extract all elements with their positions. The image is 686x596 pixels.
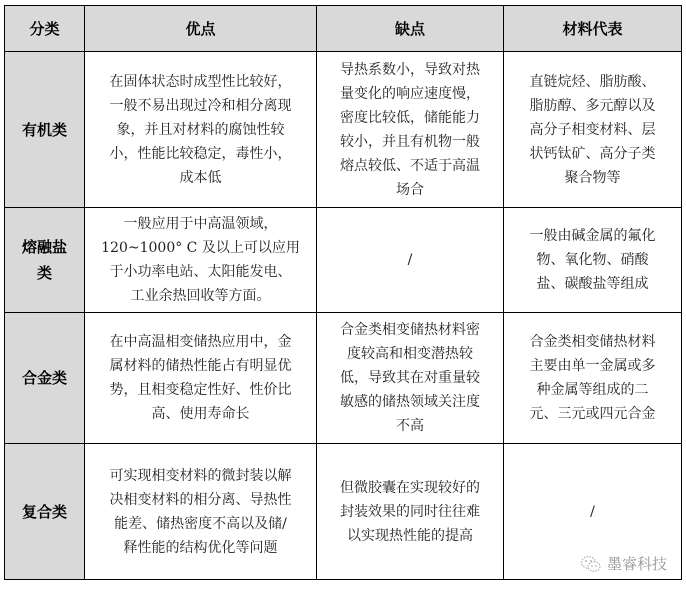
text-line: 释性能的结构优化等问题	[123, 539, 278, 556]
text-line: 成本低	[179, 169, 222, 186]
text-line: 种金属等组成的二	[536, 382, 649, 398]
header-pros: 优点	[85, 6, 317, 52]
pros-cell	[85, 444, 317, 580]
cons-cell	[317, 52, 504, 208]
table-row-molten-salt	[5, 208, 682, 313]
text-line: 但微胶囊在实现较好的	[340, 479, 480, 496]
pros-cell	[85, 313, 317, 444]
text-line: /	[407, 252, 413, 268]
header-cons: 缺点	[317, 6, 504, 52]
category-line: 类	[36, 264, 52, 282]
text-line: 直链烷烃、脂肪酸、	[529, 73, 656, 90]
category-cell: 复合类	[5, 444, 85, 580]
text-line: 能差、储热密度不高以及储/	[114, 515, 287, 532]
header-row	[5, 6, 682, 52]
text-line: 象，并且对材料的腐蚀性较	[116, 121, 285, 138]
text-line: 势，且相变稳定性好、性价比	[109, 382, 292, 398]
text-line: 在固体状态时成型性比较好，	[109, 73, 292, 90]
cons-cell	[317, 444, 504, 580]
text-line: 敏感的储热领域关注度	[340, 394, 480, 410]
text-line: 一般应用于中高温领域，	[123, 216, 278, 232]
table-row-alloy	[5, 313, 682, 444]
watermark	[580, 555, 667, 573]
materials-cell	[504, 208, 682, 313]
text-line: 小，性能比较稳定，毒性小，	[109, 145, 292, 162]
watermark-text: 墨睿科技	[606, 555, 667, 573]
text-line: 决相变材料的相分离、导热性	[109, 491, 292, 508]
header-materials: 材料代表	[504, 6, 682, 52]
table-row-composite	[5, 444, 682, 580]
category-cell: 有机类	[5, 52, 85, 208]
text-line: 元、三元或四元合金	[529, 406, 656, 422]
cons-cell	[317, 313, 504, 444]
text-line: 以实现热性能的提高	[347, 527, 473, 544]
category-cell: 合金类	[5, 313, 85, 444]
materials-cell	[504, 52, 682, 208]
text-line: 低，导致其在对重量较	[340, 370, 480, 386]
header-category: 分类	[5, 6, 85, 52]
text-line: 密度比较低，储能能力	[340, 109, 480, 126]
text-line: 高分子相变材料、层	[529, 121, 656, 138]
text-line: 状钙钛矿、高分子类	[529, 145, 656, 162]
text-line: 盐、碳酸盐等组成	[536, 276, 649, 292]
text-line: 聚合物等	[564, 169, 621, 186]
text-line: 一般不易出现过冷和相分离现	[109, 97, 292, 114]
text-line: 合金类相变储热材料密	[340, 322, 480, 338]
materials-cell	[504, 313, 682, 444]
pros-cell	[85, 52, 317, 208]
cons-cell	[317, 208, 504, 313]
text-line: 工业余热回收等方面。	[130, 288, 271, 304]
wechat-icon	[580, 555, 602, 573]
text-line: 主要由单一金属或多	[529, 358, 656, 374]
comparison-table	[4, 5, 682, 580]
text-line: 可实现相变材料的微封装以解	[109, 467, 292, 484]
text-line: 物、氧化物、硝酸	[536, 252, 649, 268]
text-line: /	[590, 503, 595, 520]
text-line: 熔点较低、不适于高温	[340, 157, 480, 174]
text-line: 不高	[396, 418, 424, 434]
table-row-organic	[5, 52, 682, 208]
text-line: 高、使用寿命长	[151, 406, 250, 422]
text-line: 封装效果的同时往往难	[340, 503, 480, 520]
text-line: 在中高温相变储热应用中，金	[109, 334, 292, 350]
materials-cell	[504, 444, 682, 580]
text-line: 一般由碱金属的氟化	[529, 228, 656, 244]
category-cell	[5, 208, 85, 313]
text-line: 较小，并且有机物一般	[340, 133, 480, 150]
text-line: 于小功率电站、太阳能发电、	[109, 264, 292, 280]
text-line: 量变化的响应速度慢，	[340, 85, 480, 102]
text-line: 合金类相变储热材料	[529, 334, 656, 350]
text-line: 120~1000° C 及以上可以应用	[101, 240, 300, 256]
text-line: 导热系数小，导致对热	[340, 61, 480, 78]
category-line: 熔融盐	[21, 238, 67, 256]
text-line: 脂肪醇、多元醇以及	[529, 97, 656, 114]
pros-cell	[85, 208, 317, 313]
text-line: 场合	[396, 181, 424, 198]
text-line: 属材料的储热性能占有明显优	[109, 358, 292, 374]
text-line: 度较高和相变潜热较	[347, 346, 473, 362]
